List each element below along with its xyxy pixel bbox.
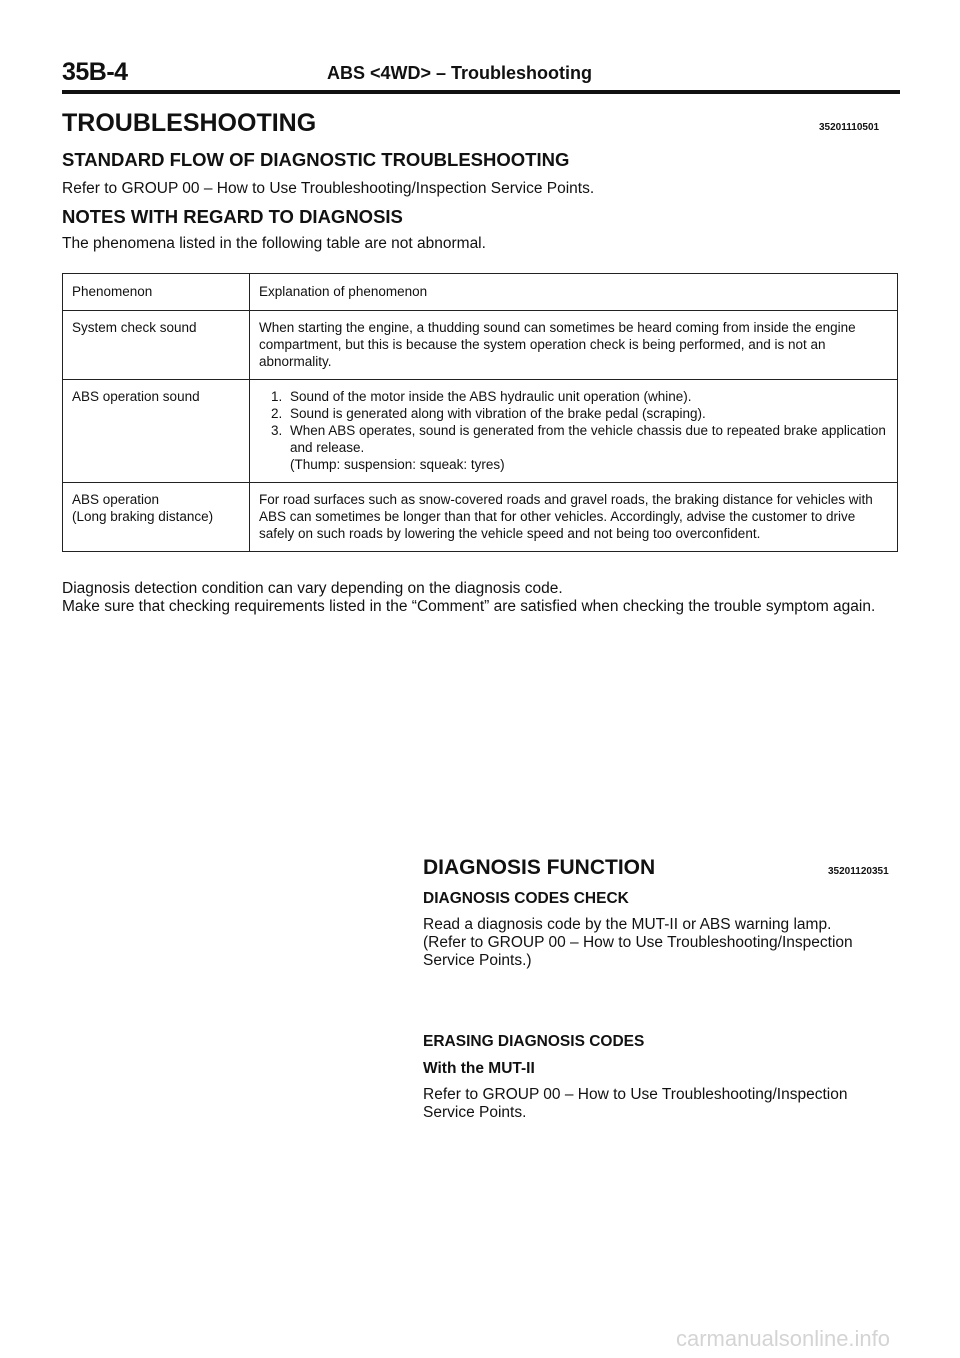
- text-line: Service Points.): [423, 952, 532, 969]
- table-header-row: [63, 274, 898, 311]
- table-row: [63, 483, 898, 552]
- header-rule: [62, 90, 900, 94]
- section-code: 35201110501: [819, 122, 880, 133]
- flow-text: Refer to GROUP 00 – How to Use Troubleshooting/Inspection Service Points.: [62, 180, 595, 197]
- flow-heading: STANDARD FLOW OF DIAGNOSTIC TROUBLESHOOTING: [62, 149, 570, 170]
- text-line: Refer to GROUP 00 – How to Use Troubleshooting/Inspection: [423, 1086, 848, 1103]
- sound-sub-note: (Thump: suspension: squeak: tyres): [290, 457, 505, 472]
- codes-check-heading: DIAGNOSIS CODES CHECK: [423, 890, 629, 907]
- text-line: Diagnosis detection condition can vary depending on the diagnosis code.: [62, 580, 563, 597]
- explanation-cell: When starting the engine, a thudding sound can sometimes be heard coming from inside the engine compartment, but this is because the system operation check is being performed, and is not an abnormality.: [250, 311, 898, 380]
- operation-sound-list: [259, 388, 888, 473]
- phenomenon-line: ABS operation: [72, 492, 160, 507]
- diagnosis-function-code: 35201120351: [828, 866, 889, 877]
- text-line: (Refer to GROUP 00 – How to Use Troubleshooting/Inspection: [423, 934, 853, 951]
- notes-intro: The phenomena listed in the following table are not abnormal.: [62, 235, 486, 252]
- text-line: Read a diagnosis code by the MUT-II or ABS warning lamp.: [423, 916, 832, 933]
- watermark: carmanualsonline.info: [676, 1326, 891, 1351]
- notes-heading: NOTES WITH REGARD TO DIAGNOSIS: [62, 206, 403, 227]
- list-item: [286, 422, 888, 473]
- table-row: [63, 380, 898, 483]
- list-item: 1. Sound of the motor inside the ABS hydraulic unit operation (whine).: [286, 388, 888, 405]
- phenomenon-cell: ABS operation sound: [63, 380, 250, 483]
- phenomenon-cell: [63, 483, 250, 552]
- table-header-phenomenon: Phenomenon: [63, 274, 250, 311]
- erasing-heading: ERASING DIAGNOSIS CODES: [423, 1033, 645, 1050]
- explanation-cell: [250, 380, 898, 483]
- after-table-text: [62, 580, 902, 616]
- list-item-text: When ABS operates, sound is generated from the vehicle chassis due to repeated brake application and release.: [290, 423, 886, 455]
- phenomenon-cell: System check sound: [63, 311, 250, 380]
- table-row: [63, 311, 898, 380]
- list-item: 2. Sound is generated along with vibration of the brake pedal (scraping).: [286, 405, 888, 422]
- erasing-text: [423, 1086, 903, 1122]
- diagnosis-function-title: DIAGNOSIS FUNCTION: [423, 856, 656, 879]
- table-header-explanation: Explanation of phenomenon: [250, 274, 898, 311]
- running-title: ABS <4WD> – Troubleshooting: [327, 63, 593, 83]
- text-line: Make sure that checking requirements listed in the “Comment” are satisfied when checking the trouble symptom again.: [62, 598, 876, 615]
- section-title: TROUBLESHOOTING: [62, 109, 317, 137]
- erasing-subheading: With the MUT-II: [423, 1060, 535, 1077]
- phenomenon-line: (Long braking distance): [72, 509, 214, 524]
- text-line: Service Points.: [423, 1104, 527, 1121]
- phenomena-table: [62, 273, 898, 552]
- page-number: 35B-4: [62, 58, 128, 86]
- explanation-cell: For road surfaces such as snow-covered roads and gravel roads, the braking distance for vehicles with ABS can sometimes be longer than that for other vehicles. Accordingly, advise the customer to drive safely on such roads by lowering the vehicle speed and not being too overconfident.: [250, 483, 898, 552]
- codes-check-text: [423, 916, 903, 970]
